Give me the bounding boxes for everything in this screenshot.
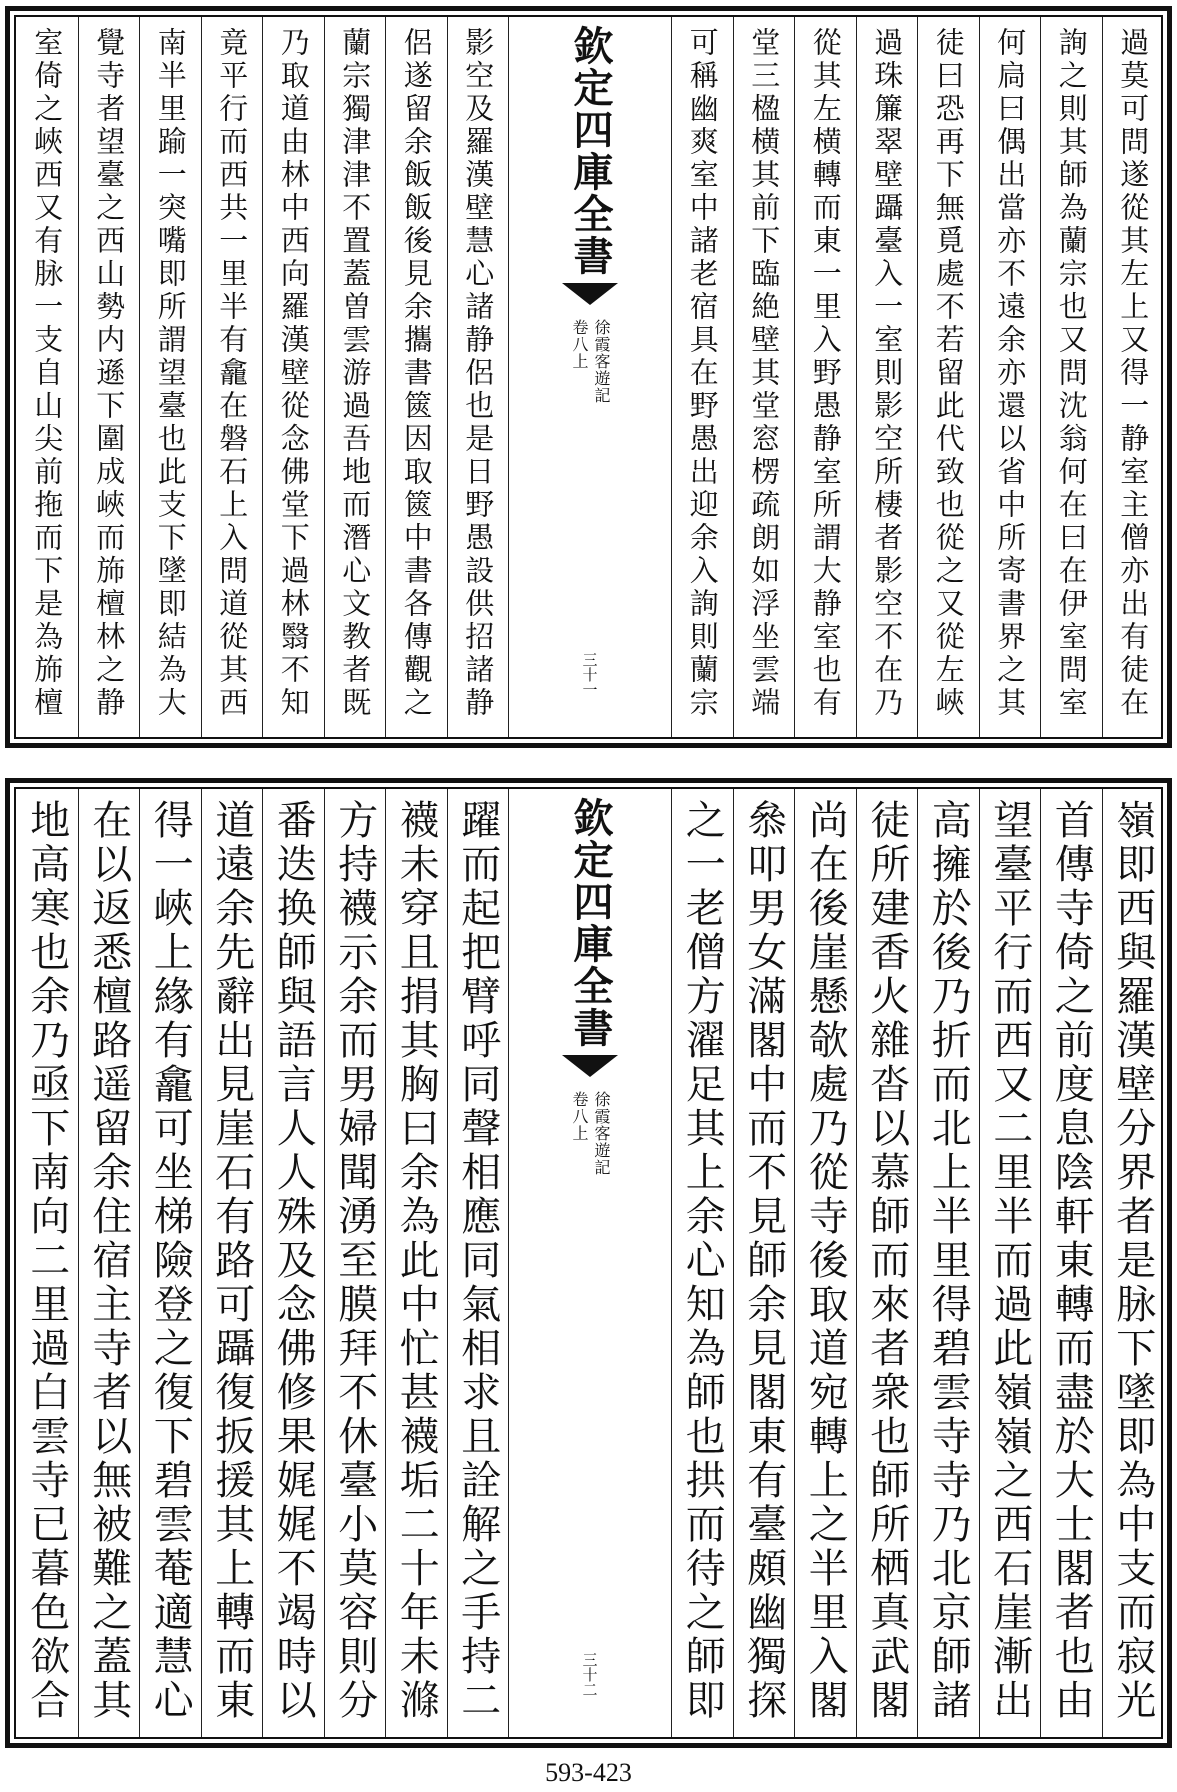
book-name: 徐霞客遊記	[592, 319, 611, 404]
column-text: 徒曰恐再下無覓處不若留此代致也從之又從左峽	[931, 27, 966, 720]
book-title: 欽定四庫全書	[567, 25, 614, 277]
text-column	[16, 789, 78, 1737]
column-text: 堂三楹横其前下臨絶壁其堂窓楞疏朗如浮坐雲端	[747, 27, 782, 720]
text-column	[324, 789, 386, 1737]
column-text: 詢之則其師為蘭宗也又問沈翁何在曰在伊室問室	[1054, 27, 1089, 720]
column-text: 乃取道由林中西向羅漢壁從念佛堂下過林翳不知	[276, 27, 311, 720]
text-column	[856, 17, 918, 737]
text-column	[262, 789, 324, 1737]
column-text: 從其左横轉而東一里入野愚静室所謂大静室也有	[808, 27, 843, 720]
text-column	[671, 17, 733, 737]
text-column	[917, 17, 979, 737]
column-text: 叅叩男女滿閣中而不見師余見閣東有臺頗幽獨探	[740, 799, 787, 1723]
column-text: 蘭宗獨津津不置蓋曽雲游過吾地而潛心文教者既	[338, 27, 373, 720]
text-column	[139, 789, 201, 1737]
column-text: 竟平行而西共一里半有龕在磐石上入問道從其西	[215, 27, 250, 720]
text-column	[979, 17, 1041, 737]
column-text: 室倚之峽西又有脉一支自山尖前拖而下是為斾檀	[30, 27, 65, 720]
text-column	[447, 17, 509, 737]
column-text: 方持襪示余而男婦聞湧至膜拜不休臺小莫容則分	[331, 799, 378, 1723]
folio-number: 三十一	[580, 652, 599, 697]
text-column	[917, 789, 979, 1737]
catalog-page-number: 593-423	[545, 1758, 632, 1787]
lower-page-frame	[14, 787, 1163, 1739]
column-text: 襪未穿且捐其胸曰余為此中忙甚襪垢二十年未滌	[393, 799, 440, 1723]
volume-label: 卷八上	[570, 319, 589, 370]
book-title: 欽定四庫全書	[567, 797, 614, 1049]
text-column	[1102, 789, 1164, 1737]
column-text: 得一峽上緣有龕可坐梯險登之復下碧雲菴適慧心	[147, 799, 194, 1723]
column-text: 地高寒也余乃亟下南向二里過白雲寺已暮色欲合	[23, 799, 70, 1723]
lower-page	[5, 778, 1172, 1748]
text-column	[78, 789, 140, 1737]
text-column	[856, 789, 918, 1737]
text-column	[324, 17, 386, 737]
column-text: 侶遂留余飯飯後見余攜書篋因取篋中書各傳觀之	[399, 27, 434, 720]
column-text: 在以返悉檀路遥留余住宿主寺者以無被難之蓋其	[85, 799, 132, 1723]
column-text: 高擁於後乃折而北上半里得碧雲寺寺乃北京師諸	[925, 799, 972, 1723]
column-text: 過莫可問遂從其左上又得一静室主僧亦出有徒在	[1116, 27, 1151, 720]
volume-label: 卷八上	[570, 1091, 589, 1142]
text-column	[733, 789, 795, 1737]
volume-info	[571, 319, 609, 404]
column-text: 可稱幽爽室中諸老宿具在野愚出迎余入詢則蘭宗	[685, 27, 720, 720]
volume-info	[571, 1091, 609, 1176]
folio-number: 三十二	[580, 1652, 599, 1697]
column-text: 道遠余先辭出見崖石有路可躡復扳援其上轉而東	[208, 799, 255, 1723]
column-text: 嶺即西與羅漢壁分界者是脉下墜即為中支而寂光	[1109, 799, 1156, 1723]
center-fold-strip	[508, 17, 671, 737]
text-column	[794, 789, 856, 1737]
text-column	[262, 17, 324, 737]
text-column	[1040, 789, 1102, 1737]
column-text: 之一老僧方濯足其上余心知為師也拱而待之師即	[679, 799, 726, 1723]
upper-page	[5, 6, 1172, 748]
column-text: 影空及羅漢壁慧心諸静侶也是日野愚設供招諸静	[461, 27, 496, 720]
column-text: 徒所建香火雜沓以慕師而來者衆也師所栖真武閣	[863, 799, 910, 1723]
column-text: 番迭换師與語言人人殊及念佛修果娓娓不竭時以	[270, 799, 317, 1723]
column-text: 望臺平行而西又二里半而過此嶺嶺之西石崖漸出	[986, 799, 1033, 1723]
book-name: 徐霞客遊記	[592, 1091, 611, 1176]
column-text: 何扃曰偶出當亦不遠余亦還以省中所寄書界之其	[993, 27, 1028, 720]
text-column	[385, 17, 447, 737]
text-column	[447, 789, 509, 1737]
upper-page-frame	[14, 15, 1163, 739]
column-text: 首傳寺倚之前度息陰軒東轉而盡於大士閣者也由	[1048, 799, 1095, 1723]
text-column	[1040, 17, 1102, 737]
fish-tail-mark	[562, 283, 618, 305]
column-text: 過珠簾翠壁躡臺入一室則影空所棲者影空不在乃	[870, 27, 905, 720]
text-column	[16, 17, 78, 737]
text-column	[385, 789, 447, 1737]
text-column	[201, 789, 263, 1737]
text-column	[979, 789, 1041, 1737]
text-column	[671, 789, 733, 1737]
text-column	[78, 17, 140, 737]
column-text: 尚在後崖懸欹處乃從寺後取道宛轉上之半里入閣	[802, 799, 849, 1723]
text-column	[139, 17, 201, 737]
text-column	[201, 17, 263, 737]
text-column	[794, 17, 856, 737]
column-text: 覺寺者望臺之西山勢内遜下圍成峽而斾檀林之静	[92, 27, 127, 720]
column-text: 躍而起把臂呼同聲相應同氣相求且詮解之手持二	[454, 799, 501, 1723]
text-column	[1102, 17, 1164, 737]
fish-tail-mark	[562, 1055, 618, 1077]
column-text: 南半里踰一突嘴即所謂望臺也此支下墜即結為大	[153, 27, 188, 720]
text-column	[733, 17, 795, 737]
center-fold-strip	[508, 789, 671, 1737]
